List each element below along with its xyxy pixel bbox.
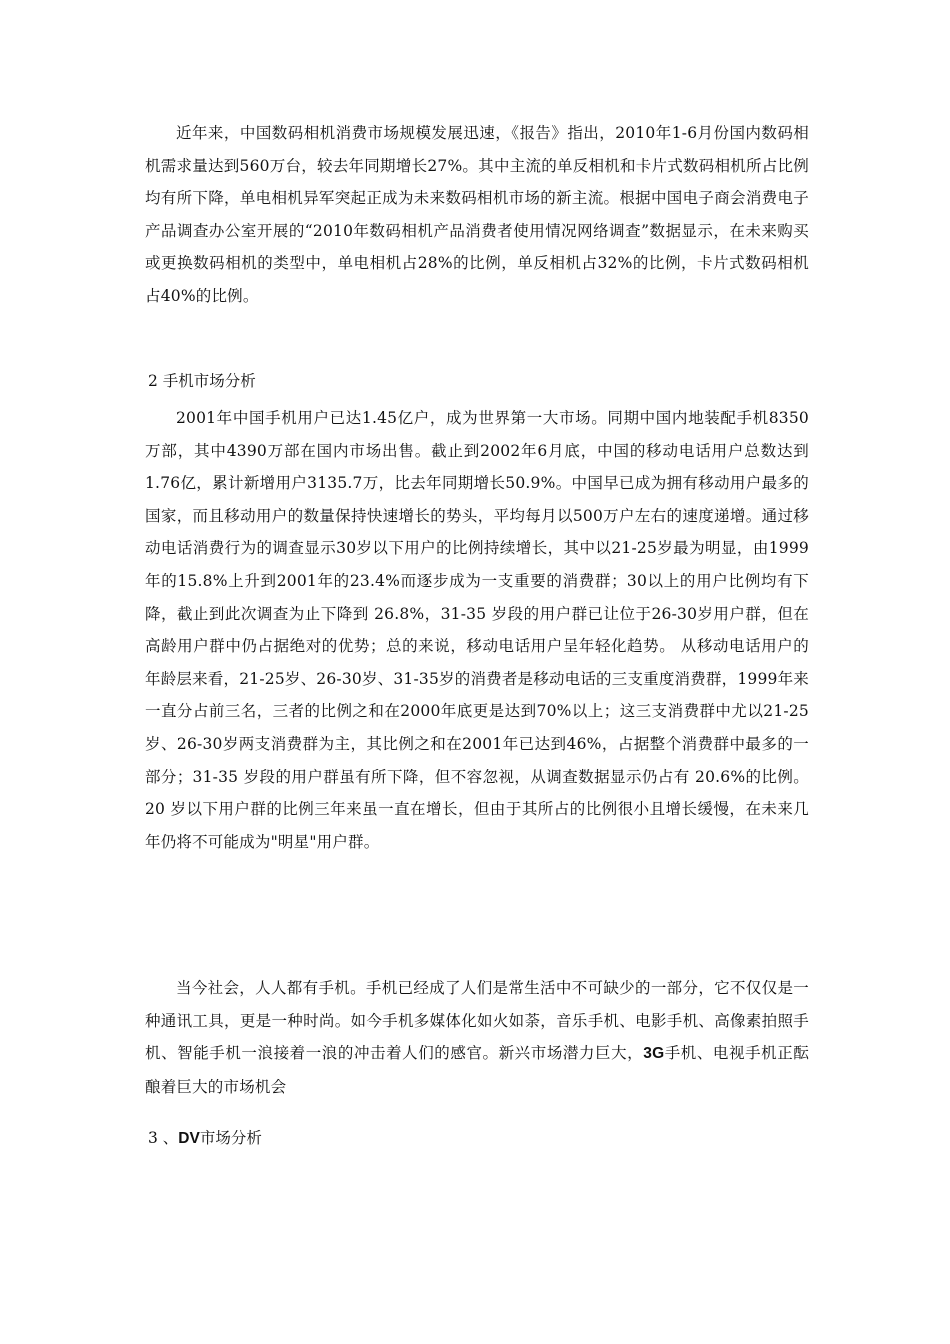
paragraph-3g-term: 3G bbox=[643, 1045, 665, 1063]
section-heading-mobile-phone-market: 2 手机市场分析 bbox=[148, 372, 256, 390]
heading-number: 3 、 bbox=[148, 1129, 179, 1147]
paragraph-text-end: 手机、电视手机正酝酿着巨大的市场机会 bbox=[145, 1044, 809, 1096]
heading-dv-term: DV bbox=[178, 1130, 200, 1147]
paragraph-mobile-user-analysis: 2001年中国手机用户已达1.45亿户，成为世界第一大市场。同期中国内地装配手机8350万部，其中4390万部在国内市场出售。截止到2002年6月底，中国的移动电话用户总数达到1.76亿，累计新增用户3135.7万，比去年同期增长50.9%。中国早已成为拥有移动用户最多的国家，而且移动用户的数量保持快速增长的势头，平均每月以500万户左右的速度递增。通过移动电话消费行为的调查显示30岁以下用户的比例持续增长，其中以21-25岁最为明显，由1999年的15.8%上升到2001年的23.4%而逐步成为一支重要的消费群；30以上的用户比例均有下降，截止到此次调查为止下降到 26.8%，31-35 岁段的用户群已让位于26-30岁用户群，但在高龄用户群中仍占据绝对的优势；总的来说，移动电话用户呈年轻化趋势。 从移动电话用户的年龄层来看，21-25岁、26-30岁、31-35岁的消费者是移动电话的三支重度消费群，1999年来一直分占前三名，三者的比例之和在2000年底更是达到70%以上；这三支消费群中尤以21-25岁、26-30岁两支消费群为主，其比例之和在2001年已达到46%，占据整个消费群中最多的一部分；31-35 岁段的用户群虽有所下降，但不容忽视，从调查数据显示仍占有 20.6%的比例。20 岁以下用户群的比例三年来虽一直在增长，但由于其所占的比例很小且增长缓慢，在未来几年仍将不可能成为"明星"用户群。 bbox=[145, 409, 809, 851]
paragraph-digital-camera-market: 近年来，中国数码相机消费市场规模发展迅速，《报告》指出，2010年1-6月份国内数码相机需求量达到560万台，较去年同期增长27%。其中主流的单反相机和卡片式数码相机所占比例均有所下降，单电相机异军突起正成为未来数码相机市场的新主流。根据中国电子商会消费电子产品调查办公室开展的“2010年数码相机产品消费者使用情况网络调查”数据显示，在未来购买或更换数码相机的类型中，单电相机占28%的比例，单反相机占32%的比例，卡片式数码相机占40%的比例。 bbox=[145, 124, 809, 305]
section-heading-dv-market bbox=[148, 1126, 262, 1151]
paragraph-text: 当今社会，人人都有手机。手机已经成了人们是常生活中不可缺少的一部分，它不仅仅是一种通讯工具，更是一种时尚。如今手机多媒体化如火如荼，音乐手机、电影手机、高像素拍照手机、智能手机一浪接着一浪的冲击着人们的感官。新兴市场潜力巨大， bbox=[145, 979, 809, 1063]
paragraph-mobile-phone-trends bbox=[145, 972, 809, 1103]
heading-text: 市场分析 bbox=[199, 1129, 262, 1147]
